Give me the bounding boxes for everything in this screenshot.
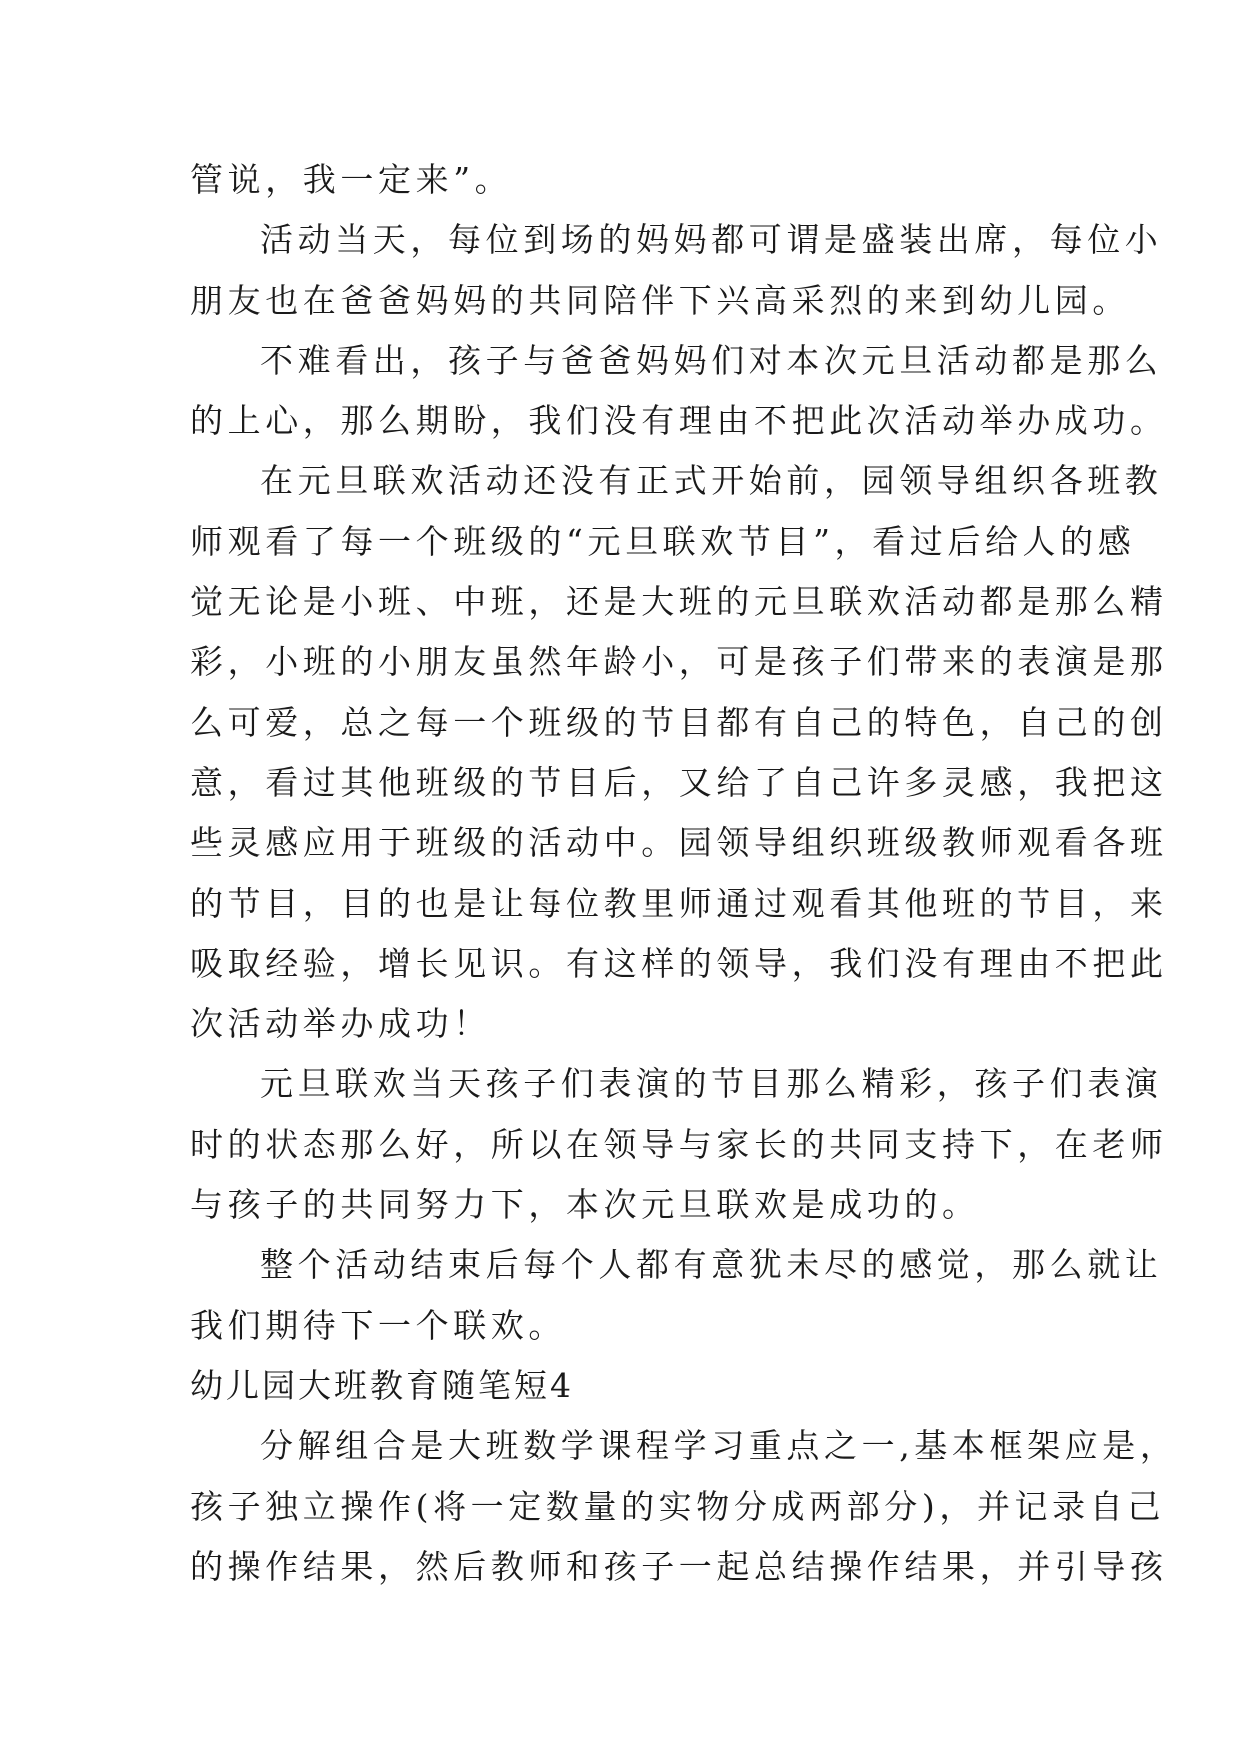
text-line: 觉无论是小班、中班，还是大班的元旦联欢活动都是那么精: [190, 582, 1168, 622]
text-line: 些灵感应用于班级的活动中。园领导组织班级教师观看各班: [190, 823, 1168, 863]
text-line: 意，看过其他班级的节目后，又给了自己许多灵感，我把这: [190, 762, 1168, 802]
text-line: 整个活动结束后每个人都有意犹未尽的感觉，那么就让: [260, 1245, 1163, 1285]
text-line: 我们期待下一个联欢。: [190, 1305, 566, 1345]
body-text: [190, 150, 1178, 1597]
text-line: 孩子独立操作(将一定数量的实物分成两部分)，并记录自己: [190, 1486, 1165, 1526]
text-line: 元旦联欢当天孩子们表演的节目那么精彩，孩子们表演: [260, 1064, 1163, 1104]
text-line: 次活动举办成功！: [190, 1004, 491, 1044]
text-line: 管说，我一定来”。: [190, 160, 513, 199]
text-line: 在元旦联欢活动还没有正式开始前，园领导组织各班教: [260, 461, 1163, 501]
text-line: 与孩子的共同努力下，本次元旦联欢是成功的。: [190, 1185, 980, 1225]
text-line: 时的状态那么好，所以在领导与家长的共同支持下，在老师: [190, 1124, 1168, 1164]
text-line: 朋友也在爸爸妈妈的共同陪伴下兴高采烈的来到幼儿园。: [190, 280, 1130, 320]
text-line: 不难看出，孩子与爸爸妈妈们对本次元旦活动都是那么: [260, 340, 1163, 380]
text-line: 彩，小班的小朋友虽然年龄小，可是孩子们带来的表演是那: [190, 642, 1168, 682]
text-line: 吸取经验，增长见识。有这样的领导，我们没有理由不把此: [190, 943, 1168, 983]
section-heading: 幼儿园大班教育随笔短4: [190, 1365, 574, 1405]
text-line: 活动当天，每位到场的妈妈都可谓是盛装出席，每位小: [260, 220, 1163, 260]
text-line: 的节目，目的也是让每位教里师通过观看其他班的节目，来: [190, 883, 1168, 923]
text-line: 的操作结果，然后教师和孩子一起总结操作结果，并引导孩: [190, 1546, 1168, 1586]
text-line: 师观看了每一个班级的“元旦联欢节目”，看过后给人的感: [190, 521, 1136, 561]
text-line: 么可爱，总之每一个班级的节目都有自己的特色，自己的创: [190, 702, 1168, 742]
text-line: 分解组合是大班数学课程学习重点之一,基本框架应是，: [260, 1426, 1178, 1466]
text-line: 的上心，那么期盼，我们没有理由不把此次活动举办成功。: [190, 401, 1168, 441]
